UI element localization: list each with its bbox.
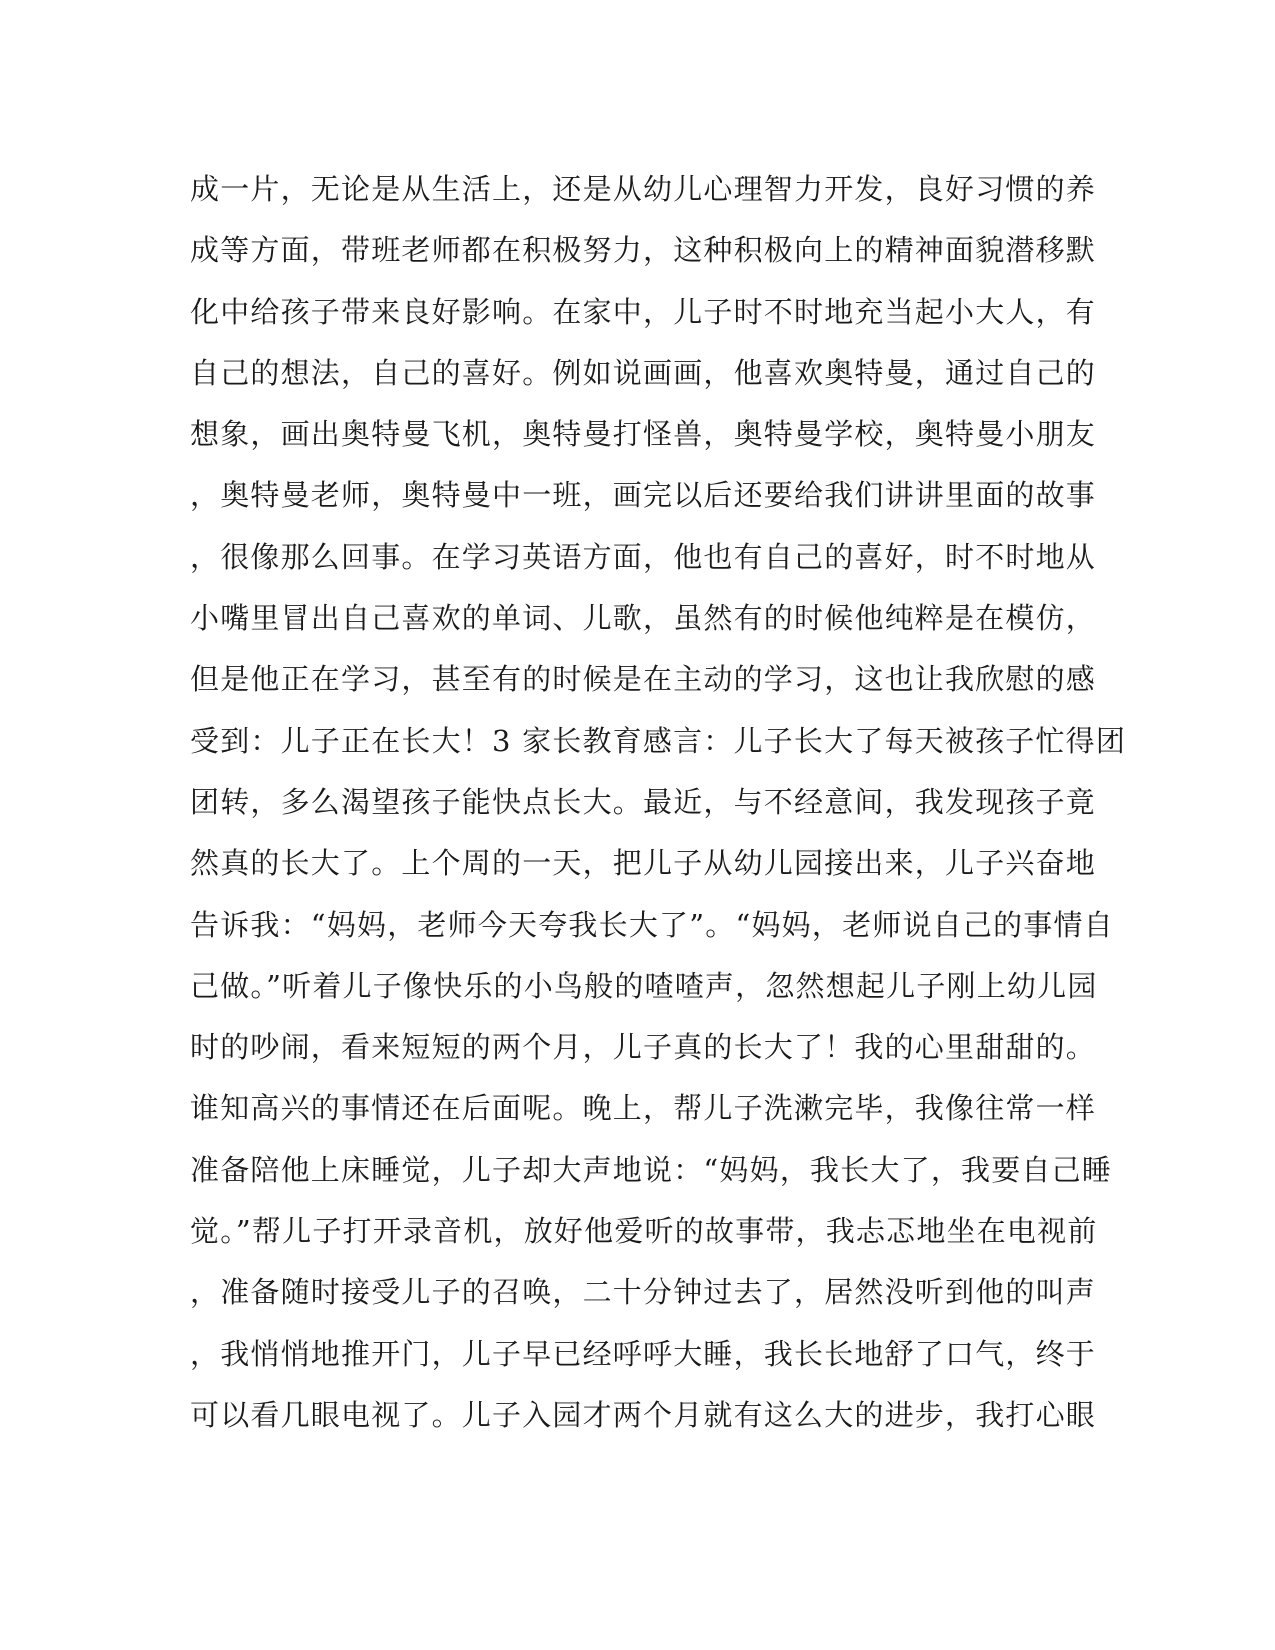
text-line: 成等方面，带班老师都在积极努力，这种积极向上的精神面貌潜移默 [190,233,1097,268]
text-line: 准备陪他上床睡觉，儿子却大声地说：“妈妈，我长大了，我要自己睡 [190,1152,1113,1187]
text-line: 团转，多么渴望孩子能快点长大。最近，与不经意间，我发现孩子竟 [190,784,1097,819]
text-line: 谁知高兴的事情还在后面呢。晚上，帮儿子洗漱完毕，我像往常一样 [190,1091,1097,1126]
text-line: 己做。”听着儿子像快乐的小鸟般的喳喳声，忽然想起儿子刚上幼儿园 [190,968,1098,1003]
text-line: 成一片，无论是从生活上，还是从幼儿心理智力开发，良好习惯的养 [190,172,1097,206]
text-line: ，很像那么回事。在学习英语方面，他也有自己的喜好，时不时地从 [190,539,1097,574]
text-line: 化中给孩子带来良好影响。在家中，儿子时不时地充当起小大人，有 [190,294,1097,329]
text-line: 但是他正在学习，甚至有的时候是在主动的学习，这也让我欣慰的感 [190,662,1097,697]
text-line: 可以看几眼电视了。儿子入园才两个月就有这么大的进步，我打心眼 [190,1397,1097,1432]
text-line: ，我悄悄地推开门，儿子早已经呼呼大睡，我长长地舒了口气，终于 [190,1336,1097,1371]
body-text [190,159,1127,1446]
text-line: 觉。”帮儿子打开录音机，放好他爱听的故事带，我忐忑地坐在电视前 [190,1214,1098,1249]
text-line: 然真的长大了。上个周的一天，把儿子从幼儿园接出来，儿子兴奋地 [190,846,1097,881]
text-line: ，准备随时接受儿子的召唤，二十分钟过去了，居然没听到他的叫声 [190,1275,1097,1310]
text-line: 自己的想法，自己的喜好。例如说画画，他喜欢奥特曼，通过自己的 [190,355,1097,390]
text-line: ，奥特曼老师，奥特曼中一班，画完以后还要给我们讲讲里面的故事 [190,478,1097,513]
text-line: 受到：儿子正在长大！3 家长教育感言：儿子长大了每天被孩子忙得团 [190,723,1127,758]
text-line: 想象，画出奥特曼飞机，奥特曼打怪兽，奥特曼学校，奥特曼小朋友 [190,417,1097,452]
text-line: 时的吵闹，看来短短的两个月，儿子真的长大了！我的心里甜甜的。 [190,1030,1097,1065]
text-line: 小嘴里冒出自己喜欢的单词、儿歌，虽然有的时候他纯粹是在模仿， [190,601,1097,636]
text-line: 告诉我：“妈妈，老师今天夸我长大了”。“妈妈，老师说自己的事情自 [190,907,1114,942]
